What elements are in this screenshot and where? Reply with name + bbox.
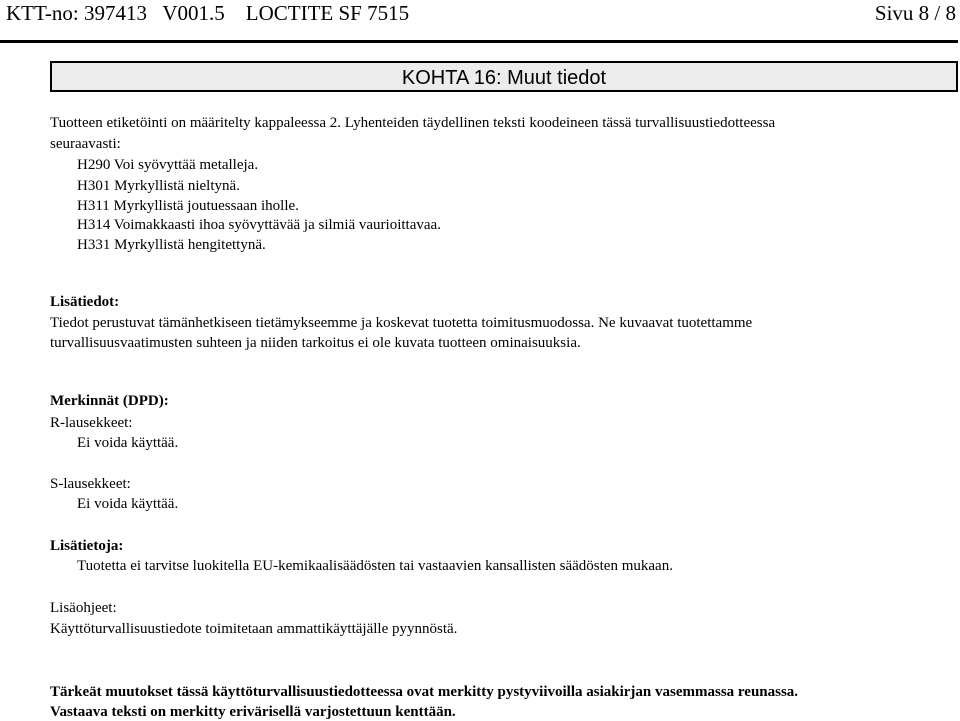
page-header [0, 0, 960, 28]
r-phrases-label: R-lausekkeet: [50, 415, 133, 431]
lisaohjeet-heading: Lisäohjeet: [50, 600, 117, 616]
lisatietoja-heading: Lisätietoja: [50, 538, 124, 554]
section-title: KOHTA 16: Muut tiedot [401, 67, 607, 89]
lisatietoja-text: Tuotetta ei tarvitse luokitella EU-kemikaalisäädösten tai vastaavien kansallisten säädösten mukaan. [77, 558, 673, 574]
s-phrases-label: S-lausekkeet: [50, 476, 131, 492]
document-identifier: KTT-no: 397413 V001.5 LOCTITE SF 7515 [6, 1, 410, 25]
r-phrases-value: Ei voida käyttää. [77, 435, 179, 451]
revision-note-line: Vastaava teksti on merkitty erivärisellä varjostettuun kenttään. [50, 704, 456, 720]
page-number: Sivu 8 / 8 [874, 1, 956, 25]
hazard-statement: H314 Voimakkaasti ihoa syövyttävää ja silmiä vaurioittavaa. [77, 217, 441, 233]
hazard-statement: H290 Voi syövyttää metalleja. [77, 157, 259, 173]
labelling-text-line: Tuotteen etiketöinti on määritelty kappaleessa 2. Lyhenteiden täydellinen teksti koodeineen tässä turvallisuustiedotteessa [50, 115, 776, 131]
lisatiedot-text-line: Tiedot perustuvat tämänhetkiseen tietämykseemme ja koskevat tuotetta toimitusmuodossa. Ne kuvaavat tuotettamme [50, 315, 753, 331]
lisaohjeet-text: Käyttöturvallisuustiedote toimitetaan ammattikäyttäjälle pyynnöstä. [50, 621, 458, 637]
s-phrases-value: Ei voida käyttää. [77, 496, 179, 512]
merkinnat-heading: Merkinnät (DPD): [50, 393, 169, 409]
header-divider [0, 40, 958, 43]
hazard-statement: H311 Myrkyllistä joutuessaan iholle. [77, 198, 299, 214]
labelling-text-line: seuraavasti: [50, 136, 121, 152]
lisatiedot-text-line: turvallisuusvaatimusten suhteen ja niiden tarkoitus ei ole kuvata tuotteen ominaisuuksia. [50, 335, 581, 351]
hazard-statement: H331 Myrkyllistä hengitettynä. [77, 237, 266, 253]
lisatiedot-heading: Lisätiedot: [50, 294, 120, 310]
hazard-statement: H301 Myrkyllistä nieltynä. [77, 178, 240, 194]
section-heading-box [50, 61, 958, 92]
revision-note-line: Tärkeät muutokset tässä käyttöturvallisuustiedotteessa ovat merkitty pystyviivoilla asiakirjan vasemmassa reunassa. [50, 684, 799, 700]
